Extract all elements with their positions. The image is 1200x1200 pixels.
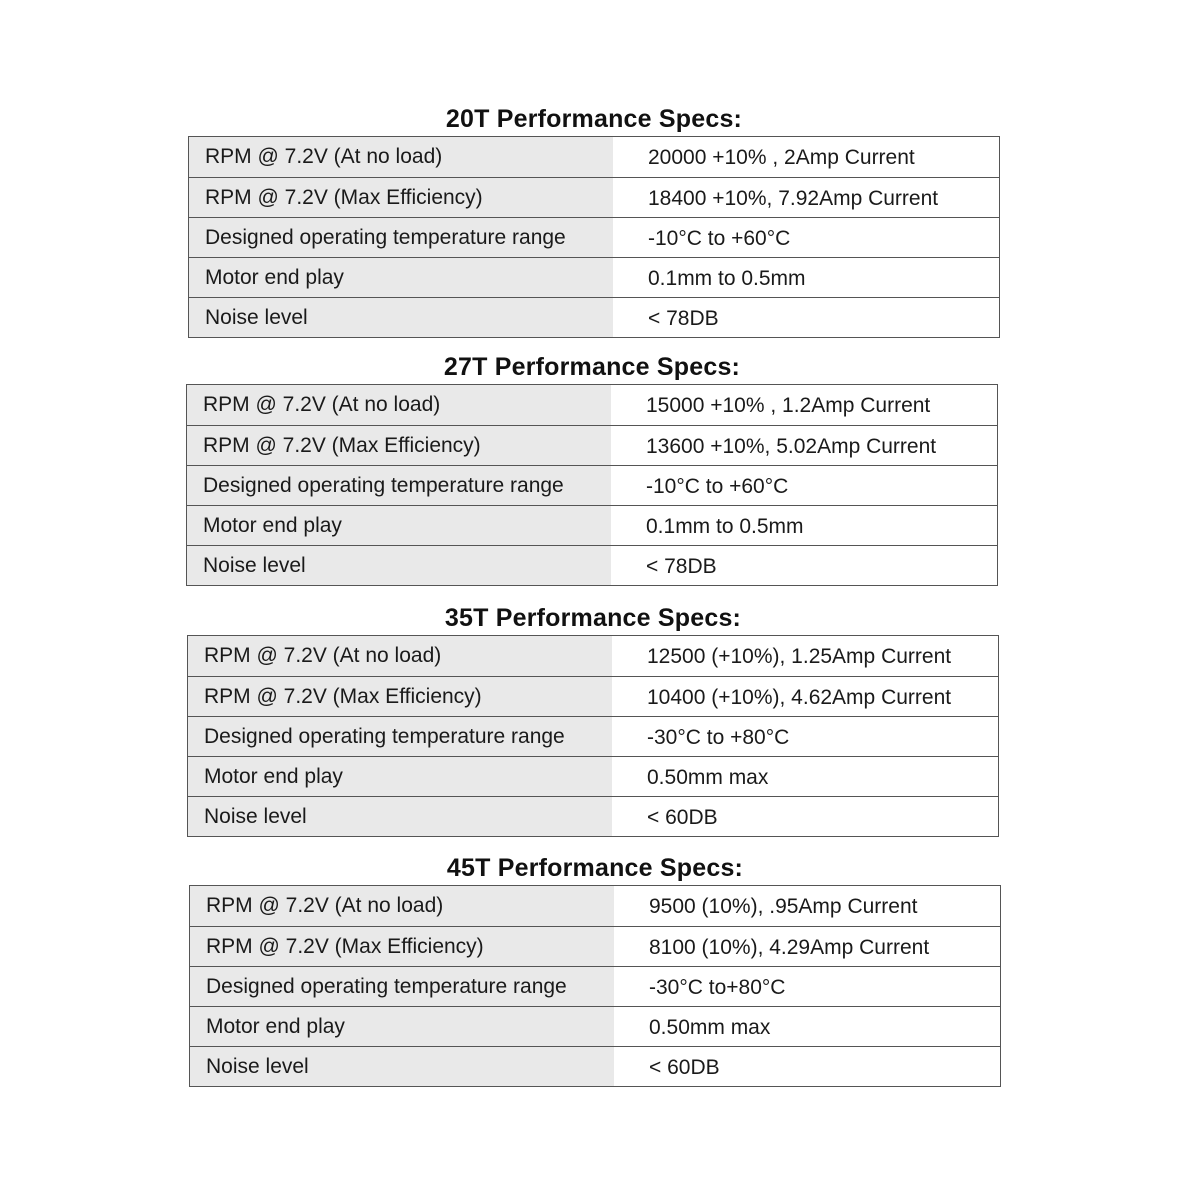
row-value: < 78DB	[611, 546, 997, 585]
row-value: 9500 (10%), .95Amp Current	[614, 886, 1000, 926]
row-value: < 78DB	[613, 298, 999, 337]
table-row	[187, 465, 997, 505]
spec-table	[187, 635, 999, 837]
row-label: Noise level	[190, 1047, 614, 1086]
table-row	[188, 636, 998, 676]
row-label: RPM @ 7.2V (At no load)	[190, 886, 614, 926]
row-value: 20000 +10% , 2Amp Current	[613, 137, 999, 177]
row-label: Motor end play	[187, 506, 611, 545]
row-label: RPM @ 7.2V (Max Efficiency)	[190, 927, 614, 966]
table-row	[190, 926, 1000, 966]
row-label: Motor end play	[188, 757, 612, 796]
row-value: 0.1mm to 0.5mm	[613, 258, 999, 297]
row-value: 12500 (+10%), 1.25Amp Current	[612, 636, 998, 676]
table-row	[188, 676, 998, 716]
row-value: < 60DB	[614, 1047, 1000, 1086]
row-value: 0.50mm max	[612, 757, 998, 796]
row-label: Noise level	[189, 298, 613, 337]
row-value: -30°C to +80°C	[612, 717, 998, 756]
table-row	[187, 545, 997, 585]
row-label: Noise level	[187, 546, 611, 585]
row-label: Designed operating temperature range	[190, 967, 614, 1006]
table-row	[187, 385, 997, 425]
row-value: 15000 +10% , 1.2Amp Current	[611, 385, 997, 425]
row-label: RPM @ 7.2V (At no load)	[188, 636, 612, 676]
table-row	[190, 1046, 1000, 1086]
table-row	[190, 966, 1000, 1006]
section-title: 27T Performance Specs:	[443, 353, 741, 381]
table-row	[188, 716, 998, 756]
row-label: RPM @ 7.2V (At no load)	[189, 137, 613, 177]
row-value: < 60DB	[612, 797, 998, 836]
row-value: 0.1mm to 0.5mm	[611, 506, 997, 545]
row-value: 8100 (10%), 4.29Amp Current	[614, 927, 1000, 966]
spec-table	[189, 885, 1001, 1087]
row-label: RPM @ 7.2V (At no load)	[187, 385, 611, 425]
table-row	[189, 297, 999, 337]
table-row	[190, 1006, 1000, 1046]
row-value: 0.50mm max	[614, 1007, 1000, 1046]
row-label: Noise level	[188, 797, 612, 836]
table-row	[187, 425, 997, 465]
spec-table	[188, 136, 1000, 338]
section-title: 35T Performance Specs:	[444, 604, 742, 632]
table-row	[187, 505, 997, 545]
section-title: 45T Performance Specs:	[446, 854, 744, 882]
spec-table	[186, 384, 998, 586]
spec-section-35t	[187, 601, 999, 837]
spec-section-20t	[188, 102, 1000, 338]
spec-section-45t	[189, 851, 1001, 1087]
table-row	[190, 886, 1000, 926]
row-label: Designed operating temperature range	[188, 717, 612, 756]
table-row	[188, 796, 998, 836]
row-label: Designed operating temperature range	[187, 466, 611, 505]
row-value: -30°C to+80°C	[614, 967, 1000, 1006]
spec-section-27t	[186, 350, 998, 586]
row-label: Motor end play	[189, 258, 613, 297]
row-label: RPM @ 7.2V (Max Efficiency)	[189, 178, 613, 217]
row-label: Designed operating temperature range	[189, 218, 613, 257]
table-row	[188, 756, 998, 796]
row-value: 18400 +10%, 7.92Amp Current	[613, 178, 999, 217]
row-label: RPM @ 7.2V (Max Efficiency)	[188, 677, 612, 716]
section-title: 20T Performance Specs:	[445, 105, 743, 133]
row-value: 10400 (+10%), 4.62Amp Current	[612, 677, 998, 716]
table-row	[189, 257, 999, 297]
table-row	[189, 137, 999, 177]
row-label: RPM @ 7.2V (Max Efficiency)	[187, 426, 611, 465]
row-label: Motor end play	[190, 1007, 614, 1046]
table-row	[189, 217, 999, 257]
row-value: -10°C to +60°C	[613, 218, 999, 257]
row-value: 13600 +10%, 5.02Amp Current	[611, 426, 997, 465]
row-value: -10°C to +60°C	[611, 466, 997, 505]
table-row	[189, 177, 999, 217]
